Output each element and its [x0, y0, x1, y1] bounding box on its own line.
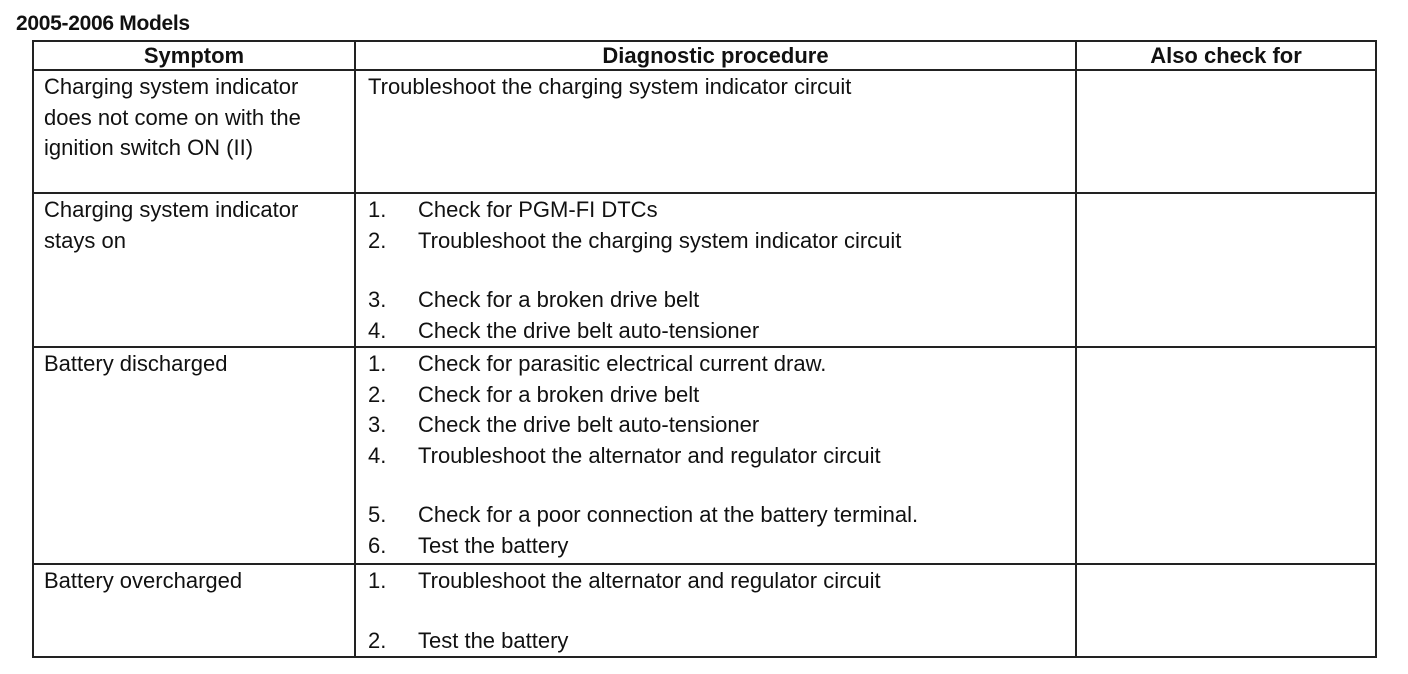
symptom-text: Battery discharged [44, 351, 228, 376]
step-number: 6. [368, 532, 387, 558]
step-text: Check for a poor connection at the battery terminal. [418, 502, 919, 527]
symptom-cell [33, 347, 355, 564]
procedure-cell [355, 70, 1076, 193]
also-check-cell [1076, 70, 1376, 193]
symptom-text: Charging system indicator does not come on with the ignition switch ON (II) [44, 74, 301, 160]
also-check-cell [1076, 347, 1376, 564]
procedure-step [368, 349, 1075, 380]
procedure-step [368, 285, 1075, 316]
header-diagnostic-procedure: Diagnostic procedure [355, 41, 1076, 70]
step-number: 3. [368, 412, 387, 437]
table-header-row [33, 41, 1376, 70]
header-also-check-for: Also check for [1076, 41, 1376, 70]
procedure-step [368, 626, 1075, 657]
header-symptom: Symptom [33, 41, 355, 70]
procedure-cell [355, 193, 1076, 347]
table-row [33, 564, 1376, 657]
step-text: Check for parasitic electrical current draw. [418, 351, 827, 376]
procedure-step [368, 500, 1075, 531]
procedure-cell [355, 347, 1076, 564]
procedure-step [368, 195, 1075, 226]
step-text: Check for a broken drive belt [418, 287, 700, 312]
also-check-cell [1076, 564, 1376, 657]
procedure-step [368, 441, 1075, 472]
step-text: Troubleshoot the alternator and regulator circuit [418, 568, 881, 593]
also-check-cell [1076, 193, 1376, 347]
table-row [33, 347, 1376, 564]
procedure-step [368, 410, 1075, 441]
step-number: 3. [368, 287, 387, 312]
step-text: Check for PGM-FI DTCs [418, 197, 658, 222]
step-text: Check the drive belt auto-tensioner [418, 317, 760, 343]
step-number: 4. [368, 442, 387, 468]
diagnostic-table [32, 40, 1377, 658]
procedure-step [368, 566, 1075, 597]
step-number: 4. [368, 317, 387, 343]
procedure-step [368, 531, 1075, 562]
step-text: Check the drive belt auto-tensioner [418, 412, 760, 437]
step-text: Troubleshoot the alternator and regulator circuit [418, 442, 881, 468]
table-row [33, 70, 1376, 193]
symptom-cell [33, 70, 355, 193]
procedure-text: Troubleshoot the charging system indicator circuit [368, 74, 852, 99]
symptom-cell [33, 193, 355, 347]
step-text: Test the battery [418, 627, 569, 653]
step-number: 1. [368, 351, 387, 376]
step-number: 2. [368, 627, 387, 653]
step-text: Test the battery [418, 532, 569, 558]
step-number: 1. [368, 568, 387, 593]
procedure-cell [355, 564, 1076, 657]
symptom-cell [33, 564, 355, 657]
procedure-step [368, 316, 1075, 347]
step-number: 1. [368, 197, 387, 222]
symptom-text: Battery overcharged [44, 568, 243, 593]
step-number: 5. [368, 502, 387, 527]
step-text: Troubleshoot the charging system indicator circuit [418, 227, 902, 253]
step-text: Check for a broken drive belt [418, 381, 700, 407]
procedure-step [368, 380, 1075, 411]
symptom-text: Charging system indicator stays on [44, 197, 299, 253]
page-title: 2005-2006 Models [16, 12, 190, 35]
procedure-step [368, 226, 1075, 257]
table-row [33, 193, 1376, 347]
step-number: 2. [368, 227, 387, 253]
step-number: 2. [368, 381, 387, 407]
